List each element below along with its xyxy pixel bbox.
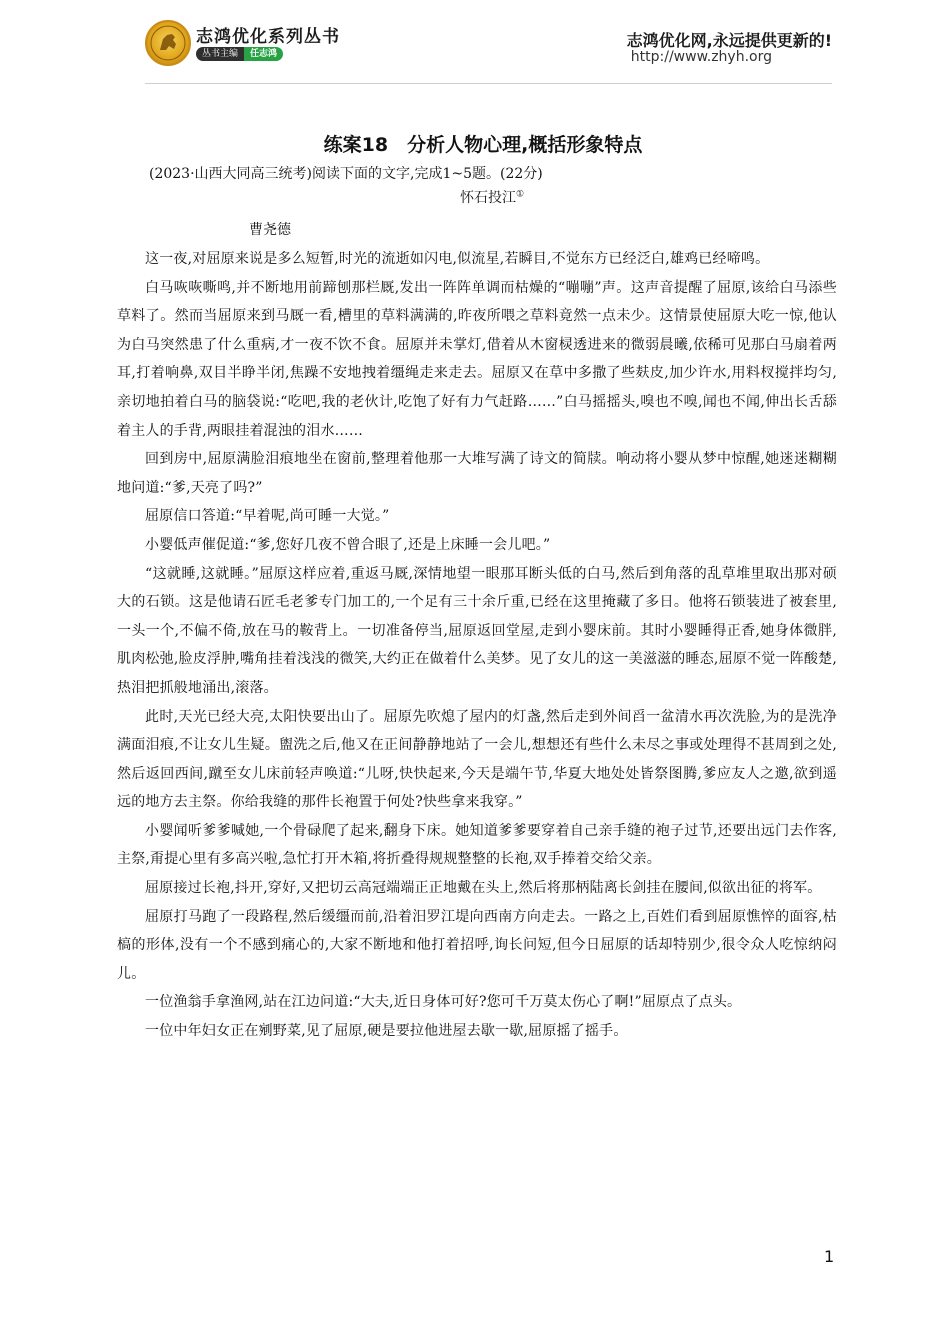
paragraph: 这一夜,对屈原来说是多么短暂,时光的流逝如闪电,似流星,若瞬目,不觉东方已经泛白,雄鸡已经啼鸣。 (145, 251, 770, 267)
footnote-mark: ① (515, 189, 525, 200)
document-body (117, 125, 837, 1046)
paragraph: “这就睡,这就睡。”屈原这样应着,重返马厩,深情地望一眼那耳断头低的白马,然后到角落的乱草堆里取出那对硕大的石锁。这是他请石匠毛老爹专门加工的,一个足有三十余斤重,已经在这里掩藏了多日。他将石锁装进了被套里,一头一个,不偏不倚,放在马的鞍背上。一切准备停当,屈原返回堂屋,走到小婴床前。其时小婴睡得正香,她身体微胖,肌肉松弛,脸皮浮肿,嘴角挂着浅浅的微笑,大约正在做着什么美梦。见了女儿的这一美滋滋的睡态,屈原不觉一阵酸楚,热泪把抓般地涌出,滚落。 (117, 565, 837, 696)
exercise-source: (2023·山西大同高三统考)阅读下面的文字,完成1~5题。(22分) (149, 166, 543, 182)
series-title: 志鸿优化系列丛书 (196, 27, 340, 47)
page-header (0, 0, 950, 95)
horse-emblem-icon (145, 20, 191, 66)
editor-name: 任志鸿 (244, 47, 283, 61)
page-title: 练案18 分析人物心理,概括形象特点 (323, 134, 643, 156)
paragraph: 回到房中,屈原满脸泪痕地坐在窗前,整理着他那一大堆写满了诗文的简牍。响动将小婴从梦中惊醒,她迷迷糊糊地问道:“爹,天亮了吗?” (117, 451, 837, 496)
story-title-text: 怀石投江 (459, 190, 516, 206)
paragraph: 小婴低声催促道:“爹,您好几夜不曾合眼了,还是上床睡一会儿吧。” (145, 536, 551, 553)
paragraph: 屈原信口答道:“早着呢,尚可睡一大觉。” (145, 508, 390, 525)
paragraph: 屈原接过长袍,抖开,穿好,又把切云高冠端端正正地戴在头上,然后将那柄陆离长剑挂在腰间,似欲出征的将军。 (145, 880, 822, 897)
story-title (117, 187, 837, 207)
site-slogan: 志鸿优化网,永远提供更新的! (626, 31, 832, 50)
paragraph: 一位中年妇女正在剜野菜,见了屈原,硬是要拉他进屋去歇一歇,屈原摇了摇手。 (145, 1023, 628, 1040)
site-url[interactable]: http://www.zhyh.org (630, 49, 772, 65)
paragraph: 此时,天光已经大亮,太阳快要出山了。屈原先吹熄了屋内的灯盏,然后走到外间舀一盆清水再次洗脸,为的是洗净满面泪痕,不让女儿生疑。盥洗之后,他又在正间静静地站了一会儿,想想还有些什么未尽之事或处理得不甚周到之处,然后返回西间,蹴至女儿床前轻声唤道:“儿呀,快快起来,今天是端午节,华夏大地处处皆祭图腾,爹应友人之邀,欲到遥远的地方去主祭。你给我缝的那件长袍置于何处?快些拿来我穿。” (117, 708, 837, 811)
editor-label: 丛书主编 (196, 47, 244, 61)
paragraph: 一位渔翁手拿渔网,站在江边问道:“大夫,近日身体可好?您可千万莫太伤心了啊!”屈原点了点头。 (145, 994, 742, 1011)
author: 曹尧德 (249, 222, 291, 238)
paragraph: 小婴闻听爹爹喊她,一个骨碌爬了起来,翻身下床。她知道爹爹要穿着自己亲手缝的袍子过节,还要出远门去作客,主祭,甭提心里有多高兴啦,急忙打开木箱,将折叠得规规整整的长袍,双手捧着交给父亲。 (117, 822, 837, 868)
page-number: 1 (824, 1247, 835, 1266)
editor-badge (196, 47, 283, 61)
paragraph: 白马咴咴嘶鸣,并不断地用前蹄刨那栏厩,发出一阵阵单调而枯燥的“嘣嘣”声。这声音提醒了屈原,该给白马添些草料了。然而当屈原来到马厩一看,槽里的草料满满的,昨夜所喂之草料竟然一点未少。这情景使屈原大吃一惊,他认为白马突然患了什么重病,才一夜不饮不食。屈原并未掌灯,借着从木窗棂透进来的微弱晨曦,依稀可见那白马扇着两耳,打着响鼻,双目半睁半闭,焦躁不安地拽着缰绳走来走去。屈原又在草中多撒了些麸皮,加少许水,用料杈搅拌均匀,亲切地拍着白马的脑袋说:“吃吧,我的老伙计,吃饱了好有力气赶路……”白马摇摇头,嗅也不嗅,闻也不闻,伸出长舌舔着主人的手背,两眼挂着混浊的泪水…… (117, 279, 837, 439)
paragraph: 屈原打马跑了一段路程,然后缓缰而前,沿着汨罗江堤向西南方向走去。一路之上,百姓们看到屈原憔悴的面容,枯槁的形体,没有一个不感到痛心的,大家不断地和他打着招呼,询长问短,但今日屈原的话却特别少,很令众人吃惊纳闷儿。 (117, 908, 837, 982)
header-divider (145, 83, 832, 84)
